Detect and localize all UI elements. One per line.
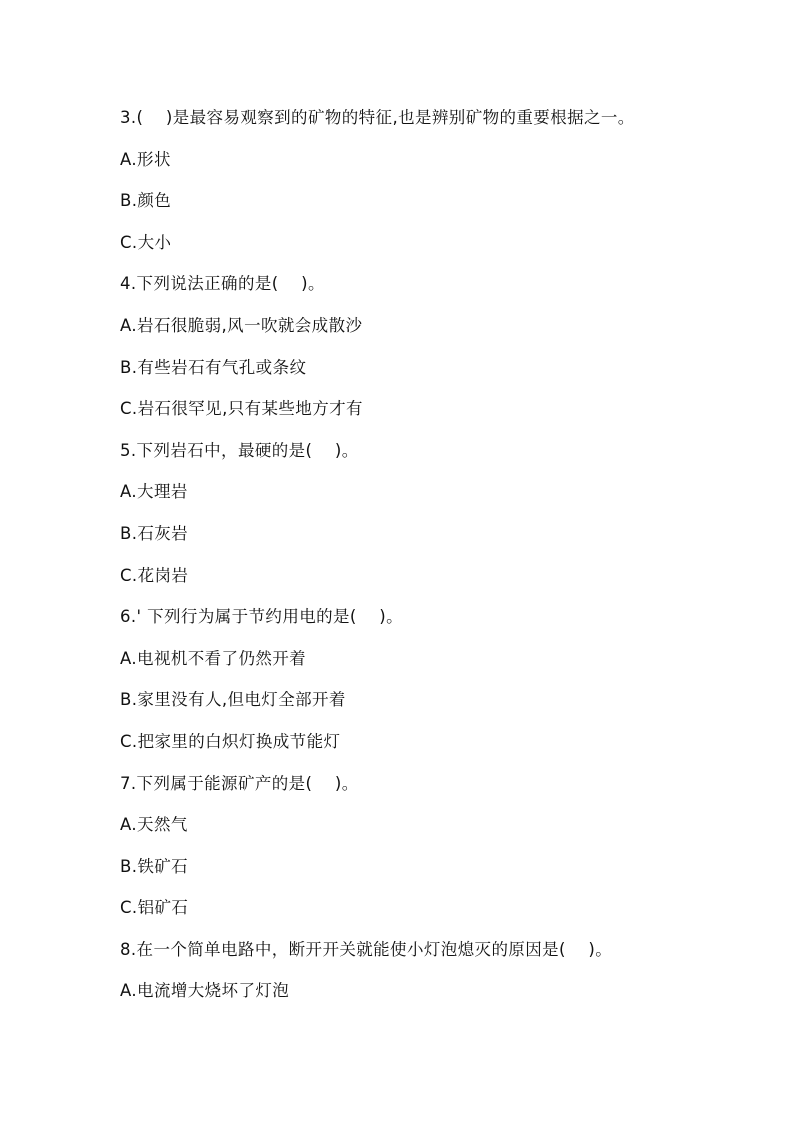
question-6-stem: 6.' 下列行为属于节约用电的是( )。 [120, 607, 404, 627]
question-3-option-c: C.大小 [120, 232, 172, 252]
question-8-option-a: A.电流增大烧坏了灯泡 [120, 981, 290, 1001]
question-5-option-c: C.花岗岩 [120, 565, 189, 585]
question-5-option-a: A.大理岩 [120, 482, 188, 502]
question-5-option-b: B.石灰岩 [120, 523, 189, 543]
question-6-option-c: C.把家里的白炽灯换成节能灯 [120, 731, 341, 751]
question-3-stem: 3.( )是最容易观察到的矿物的特征,也是辨别矿物的重要根据之一。 [120, 108, 635, 127]
question-4-option-c: C.岩石很罕见,只有某些地方才有 [120, 399, 363, 419]
question-7-option-c: C.铝矿石 [120, 898, 189, 918]
question-4-option-a: A.岩石很脆弱,风一吹就会成散沙 [120, 315, 363, 335]
question-7-option-b: B.铁矿石 [120, 856, 189, 876]
question-5-stem: 5.下列岩石中，最硬的是( )。 [120, 440, 359, 460]
question-list [120, 106, 740, 1021]
question-3-option-b: B.颜色 [120, 191, 172, 211]
question-4-option-b: B.有些岩石有气孔或条纹 [120, 357, 307, 377]
question-3-option-a: A.形状 [120, 149, 171, 169]
question-6-option-a: A.电视机不看了仍然开着 [120, 648, 307, 668]
question-8-stem: 8.在一个简单电路中，断开开关就能使小灯泡熄灭的原因是( )。 [120, 939, 613, 959]
question-7-stem: 7.下列属于能源矿产的是( )。 [120, 773, 359, 793]
question-7-option-a: A.天然气 [120, 815, 188, 835]
question-6-option-b: B.家里没有人,但电灯全部开着 [120, 690, 346, 710]
question-4-stem: 4.下列说法正确的是( )。 [120, 274, 325, 294]
